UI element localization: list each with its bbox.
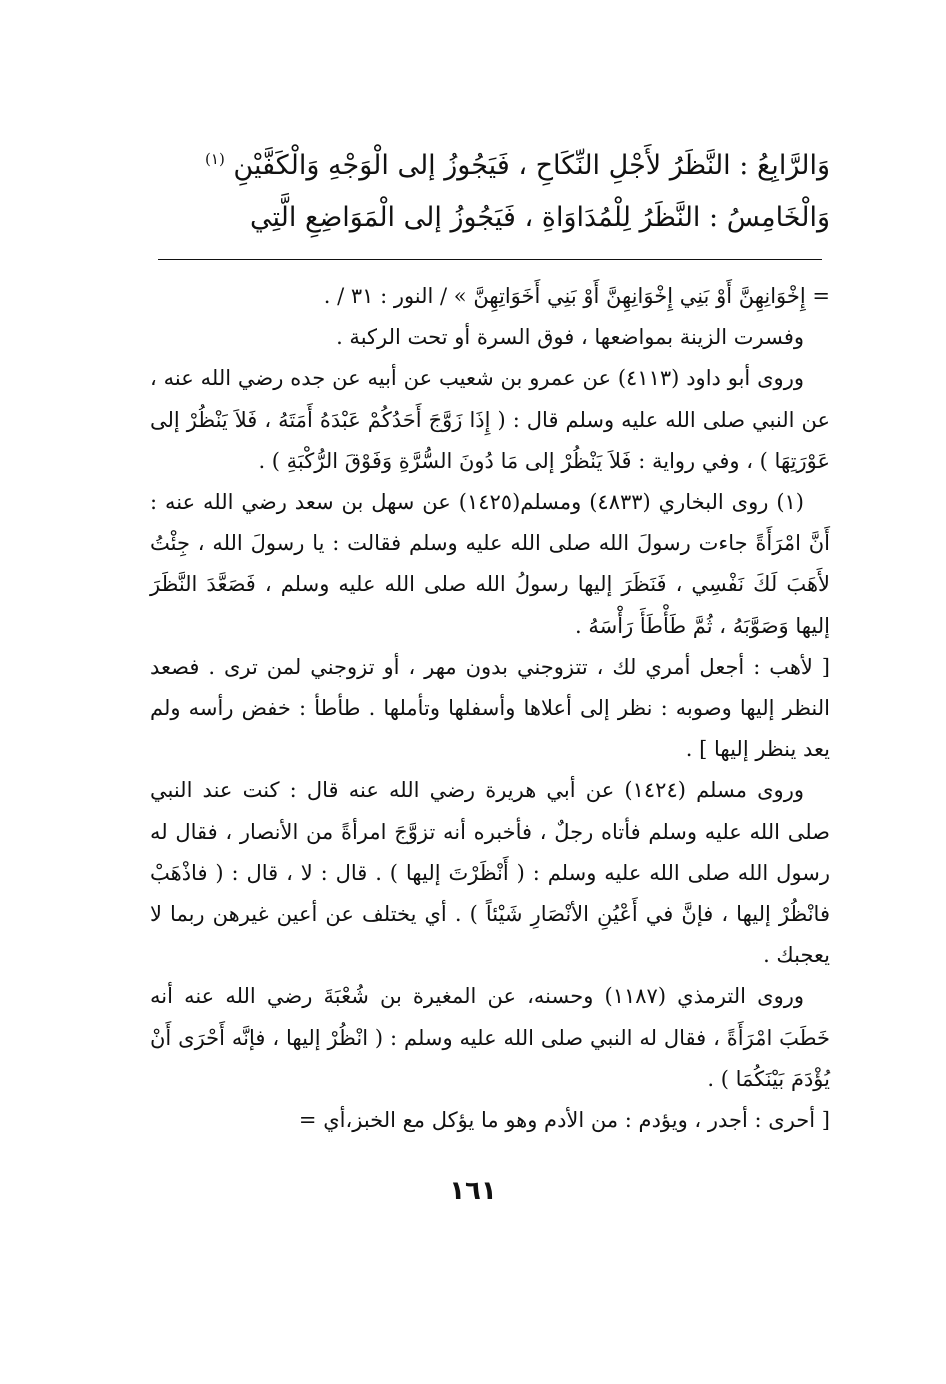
footnote-1: (١) روى البخاري (٤٨٣٣) ومسلم(١٤٢٥) عن سهل بن سعد رضي الله عنه : أَنَّ امْرَأَةً جاءت رسولَ الله صلى الله عليه وسلم فقالت : يا رسولَ الله ، جِئْتُ لأَهَبَ لَكَ نَفْسِي ، فَنَظَرَ إليها رسولُ الله صلى الله عليه وسلم ، فَصَعَّدَ النَّظَرَ إليها وَصَوَّبَهُ ، ثُمَّ طَأْطَأَ رَأْسَهُ .: [150, 490, 830, 638]
footnotes: [150, 276, 830, 1141]
footnote-paragraph: وروى الترمذي (١١٨٧) وحسنه، عن المغيرة بن شُعْبَةَ رضي الله عنه أنه خَطَبَ امْرَأَةً ، فقال له النبي صلى الله عليه وسلم : ( انْظُرْ إليها ، فإنَّه أَحْرَى أَنْ يُؤْدَمَ بَيْنَكُمَا ) .: [150, 984, 830, 1091]
main-line-1: وَالرَّابِعُ : النَّظَرُ لأَجْلِ النِّكَاحِ ، فَيَجُوزُ إلى الْوَجْهِ وَالْكَفَّيْنِ: [233, 150, 830, 181]
footnote-continuation: = إِخْوَانِهِنَّ أَوْ بَنِي إِخْوَانِهِنَّ أَوْ بَنِي أَخَوَاتِهِنَّ » / النور : ٣١ / .: [323, 284, 830, 308]
footnote-paragraph: وروى أبو داود (٤١١٣) عن عمرو بن شعيب عن أبيه عن جده رضي الله عنه ، عن النبي صلى الله عليه وسلم قال : ( إِذَا زَوَّجَ أَحَدُكُمْ عَبْدَهُ أَمَتَهُ ، فَلاَ يَنْظُرْ إلى عَوْرَتِهَا ) ، وفي رواية : فَلاَ يَنْظُرْ إلى مَا دُونَ السُّرَّةِ وَفَوْقَ الرُّكْبَةِ ) .: [150, 366, 830, 473]
footnote-gloss: [ لأهب : أجعل أمري لك ، تتزوجني بدون مهر ، أو تزوجني لمن ترى . فصعد النظر إليها وصوبه : نظر إلى أعلاها وأسفلها وتأملها . طأطأ : خفض رأسه ولم يعد ينظر إليها ] .: [150, 654, 830, 762]
footnote-paragraph: وروى مسلم (١٤٢٤) عن أبي هريرة رضي الله عنه قال : كنت عند النبي صلى الله عليه وسلم فأتاه رجلٌ ، فأخبره أنه تزوَّجَ امرأةً من الأنصار ، فقال له رسول الله صلى الله عليه وسلم : ( أَنْظَرْتَ إليها ) . قال : لا ، قال : ( فاذْهَبْ فانْظُرْ إليها ، فإنَّ في أَعْيُنِ الأنْصَارِ شَيْئاً ) . أي يختلف عن أعين غيرهن ربما لا يعجبك .: [150, 778, 830, 968]
page-number: ١٦١: [449, 1176, 497, 1206]
footnote-paragraph: وفسرت الزينة بمواضعها ، فوق السرة أو تحت الركبة .: [336, 325, 804, 350]
footnote-divider: [158, 259, 822, 260]
main-paragraph-1: [150, 140, 830, 192]
main-text: [150, 140, 830, 244]
main-paragraph-2: وَالْخَامِسُ : النَّظَرُ لِلْمُدَاوَاةِ ، فَيَجُوزُ إلى الْمَوَاضِعِ الَّتِي: [250, 202, 830, 233]
footnote-marker: (١): [205, 150, 225, 168]
footnote-gloss: [ أحرى : أجدر ، ويؤدم : من الأدم وهو ما يؤكل مع الخبز،أي =: [298, 1108, 830, 1133]
